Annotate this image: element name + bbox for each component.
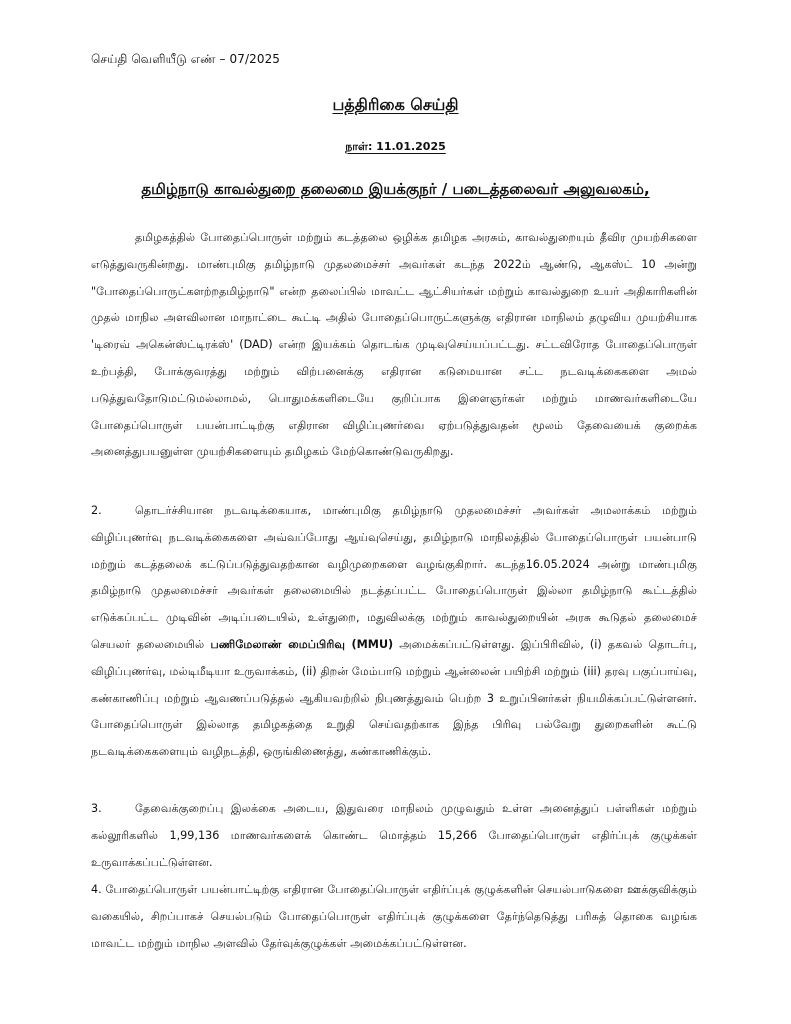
paragraph-2-bold-unit: பணிமேலாண் மைப்பிரிவு (MMU) [210,637,394,651]
paragraph-2-text-before: தொடர்ச்சியான நடவடிக்கையாக, மாண்புமிகு தமிழ்நாடு முதலமைச்சர் அவர்கள் அமலாக்கம் மற்றும் விழிப்புணர்வு நடவடிக்கைகளை அவ்வப்போது ஆய்வுசெய்து, தமிழ்நாடு மாநிலத்தில் போதைப்பொருள் பயன்பாடு மற்றும் கடத்தலைக் கட்டுப்படுத்துவதற்கான வழிமுறைகளை வழங்குகிறார். கடந்த16.05.2024 அன்று மாண்புமிகு தமிழ்நாடு முதலமைச்சர் அவர்கள் தலைமையில் நடத்தப்பட்ட போதைப்பொருள் இல்லா தமிழ்நாடு கூட்டத்தில் எடுக்கப்பட்ட முடிவின் அடிப்படையில், உள்துறை, மதுவிலக்கு மற்றும் காவல்துறையின் அரசு கூடுதல் தலைமைச் செயலர் தலைமையில் [91,504,697,651]
office-heading: தமிழ்நாடு காவல்துறை தலைமை இயக்குநர் / படைத்தலைவர் அலுவலகம், [141,180,650,198]
paragraph-4-text: போதைப்பொருள் பயன்பாட்டிற்கு எதிரான போதைப்பொருள் எதிர்ப்புக் குழுக்களின் செயல்பாடுகளை ஊக்குவிக்கும் வகையில், சிறப்பாகச் செயல்படும் போதைப்பொருள் எதிர்ப்புக் குழுக்களை தேர்ந்தெடுத்து பரிசுத் தொகை வழங்க மாவட்ட மற்றும் மாநில அளவில் தேர்வுக்குழுக்கள் அமைக்கப்பட்டுள்ளன. [91,883,697,950]
document-title: பத்திரிகை செய்தி [332,95,459,114]
paragraph-2-number: 2. [91,504,102,517]
paragraph-4-number: 4. [91,883,102,896]
paragraph-1-text: தமிழகத்தில் போதைப்பொருள் மற்றும் கடத்தலை ஒழிக்க தமிழக அரசும், காவல்துறையும் தீவிர முயற்சிகளை எடுத்துவருகின்றது. மாண்புமிகு தமிழ்நாடு முதலமைச்சர் அவர்கள் கடந்த 2022ம் ஆண்டு, ஆகஸ்ட் 10 அன்று "போதைப்பொருட்களற்றதமிழ்நாடு" என்ற தலைப்பில் மாவட்ட ஆட்சியர்கள் மற்றும் காவல்துறை உயர் அதிகாரிகளின் முதல் மாநில அளவிலான மாநாட்டை கூட்டி அதில் போதைப்பொருட்களுக்கு எதிரான மாநிலம் தழுவிய முயற்சியாக 'டிரைவ் அகென்ஸ்ட்டிரக்ஸ்' (DAD) என்ற இயக்கம் தொடங்க முடிவுசெய்யப்பட்டது. சட்டவிரோத போதைப்பொருள் உற்பத்தி, போக்குவரத்து மற்றும் விற்பனைக்கு எதிரான கடுமையான சட்ட நடவடிக்கைகளை அமல் படுத்துவதோடுமட்டுமல்லாமல், பொதுமக்களிடையே குறிப்பாக இளைஞர்கள் மற்றும் மாணவர்களிடையே போதைப்பொருள் பயன்பாட்டிற்கு எதிரான விழிப்புணர்வை ஏற்படுத்துவதன் மூலம் தேவையைக் குறைக்க அனைத்துபயனுள்ள முயற்சிகளையும் தமிழகம் மேற்கொண்டுவருகிறது. [91,231,697,459]
paragraph-3-text: தேவைக்குறைப்பு இலக்கை அடைய, இதுவரை மாநிலம் முழுவதும் உள்ள அனைத்துப் பள்ளிகள் மற்றும் கல்லூரிகளில் 1,99,136 மாணவர்களைக் கொண்ட மொத்தம் 15,266 போதைப்பொருள் எதிர்ப்புக் குழுக்கள் உருவாக்கப்பட்டுள்ளன. [91,802,697,869]
paragraph-1 [91,225,697,466]
paragraph-2-text-after: அமைக்கப்பட்டுள்ளது. இப்பிரிவில், (i) தகவல் தொடர்பு, விழிப்புணர்வு, மல்டிமீடியா உருவாக்கம், (ii) திறன் மேம்பாடு மற்றும் ஆன்லைன் பயிற்சி மற்றும் (iii) தரவு பகுப்பாய்வு, கண்காணிப்பு மற்றும் ஆவணப்படுத்தல் ஆகியவற்றில் நிபுணத்துவம் பெற்ற 3 உறுப்பினர்கள் நியமிக்கப்பட்டுள்ளனர். போதைப்பொருள் இல்லாத தமிழகத்தை உறுதி செய்வதற்காக இந்த பிரிவு பல்வேறு துறைகளின் கூட்டு நடவடிக்கைகளையும் வழிநடத்தி, ஒருங்கிணைத்து, கண்காணிக்கும். [91,637,697,759]
release-number: செய்தி வெளியீடு எண் – 07/2025 [91,52,281,66]
document-date: நாள்: 11.01.2025 [345,140,446,153]
paragraph-3 [91,796,697,876]
paragraph-3-number: 3. [91,802,102,815]
paragraph-2 [91,498,697,766]
paragraph-4 [91,877,697,957]
